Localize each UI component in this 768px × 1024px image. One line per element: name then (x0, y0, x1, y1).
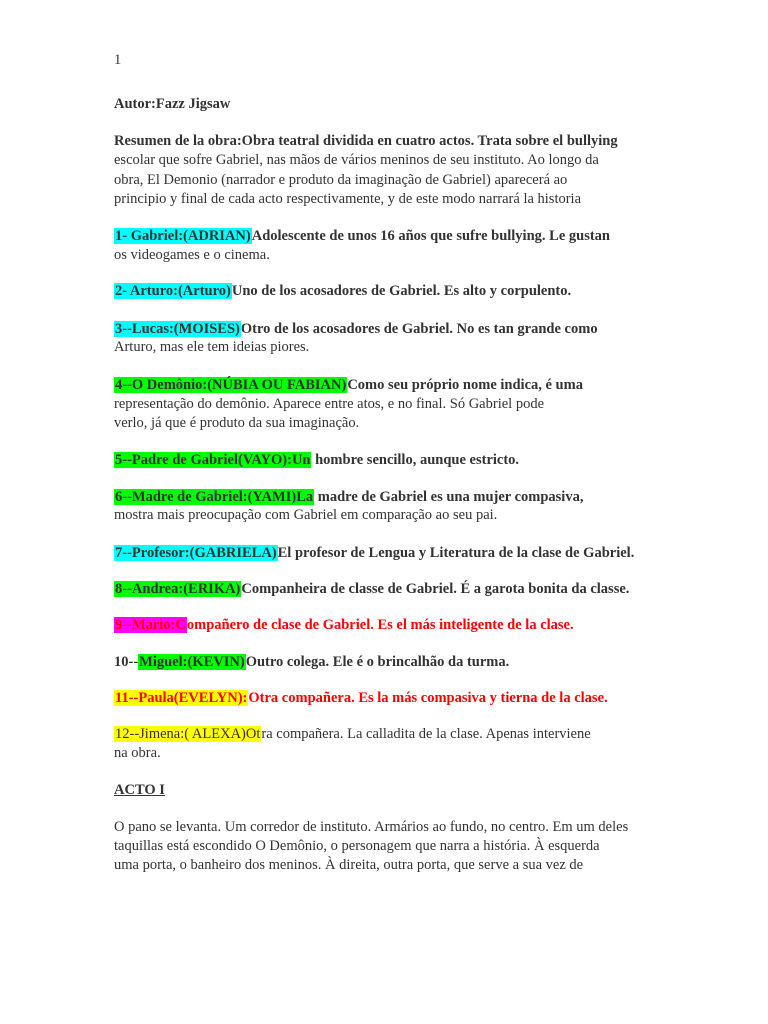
summary-line-4: principio y final de cada acto respectivamente, y de este modo narrará la historia (114, 191, 582, 207)
character-12-label: 12--Jimena:( ALEXA)Ot (115, 726, 261, 742)
character-11-label: 11--Paula(EVELYN): (115, 690, 248, 706)
character-1-label: 1- Gabriel:(ADRIAN) (115, 228, 251, 244)
summary-line-3: obra, El Demonio (narrador e produto da imaginação de Gabriel) aparecerá ao (114, 172, 568, 188)
character-2-label: 2- Arturo:(Arturo) (115, 283, 231, 299)
character-6-desc: madre de Gabriel es una mujer compasiva, (314, 489, 584, 505)
character-10-line (114, 653, 509, 671)
character-3-line (114, 320, 598, 338)
character-12-desc-2: na obra. (114, 745, 161, 761)
character-9-desc: ompañero de clase de Gabriel. Es el más inteligente de la clase. (186, 617, 574, 633)
character-10-prefix: 10-- (114, 654, 139, 670)
character-1-line (114, 227, 610, 245)
character-10-desc: Outro colega. Ele é o brincalhão da turma. (245, 654, 510, 670)
character-3-label: 3--Lucas:(MOISES) (115, 321, 240, 337)
character-2-desc: Uno de los acosadores de Gabriel. Es alto y corpulento. (231, 283, 572, 299)
character-4-desc-3: verlo, já que é produto da sua imaginação. (114, 415, 360, 431)
act-title: ACTO I (114, 782, 165, 798)
character-10-label: Miguel:(KEVIN) (139, 654, 245, 670)
character-7-line (114, 544, 634, 562)
page-number: 1 (114, 52, 122, 68)
character-7-label: 7--Profesor:(GABRIELA) (115, 545, 277, 561)
character-4-label: 4--O Demônio:(NÚBIA OU FABIAN) (115, 377, 347, 393)
character-12-desc: ra compañera. La calladita de la clase. Apenas interviene (261, 726, 591, 742)
character-6-label: 6--Madre de Gabriel:(YAMI)La (115, 489, 314, 505)
character-12-line (114, 725, 591, 743)
character-4-desc-2: representação do demônio. Aparece entre atos, e no final. Só Gabriel pode (114, 396, 545, 412)
character-11-line (114, 689, 608, 707)
character-11-desc: Otra compañera. Es la más compasiva y tierna de la clase. (248, 690, 608, 706)
character-2-line (114, 282, 571, 300)
character-4-desc: Como seu próprio nome indica, é uma (347, 377, 583, 393)
character-8-label: 8--Andrea:(ERIKA) (115, 581, 241, 597)
character-8-desc: Companheira de classe de Gabriel. É a garota bonita da classe. (241, 581, 630, 597)
character-6-line (114, 488, 583, 506)
author-line: Autor:Fazz Jigsaw (114, 96, 231, 112)
character-5-label: 5--Padre de Gabriel(VAYO):Un (115, 452, 311, 468)
character-9-line (114, 616, 574, 634)
character-5-line (114, 451, 519, 469)
character-9-label: 9--Mario:C (115, 617, 186, 633)
act-line-1: O pano se levanta. Um corredor de instituto. Armários ao fundo, no centro. Em um deles (114, 819, 629, 835)
character-1-desc-2: os videogames e o cinema. (114, 247, 270, 263)
act-line-2: taquillas está escondido O Demônio, o personagem que narra a história. À esquerda (114, 838, 600, 854)
character-6-desc-2: mostra mais preocupação com Gabriel em comparação ao seu pai. (114, 507, 498, 523)
character-1-desc: Adolescente de unos 16 años que sufre bullying. Le gustan (251, 228, 610, 244)
character-7-desc: El profesor de Lengua y Literatura de la clase de Gabriel. (277, 545, 635, 561)
character-4-line (114, 376, 583, 394)
character-5-desc: hombre sencillo, aunque estricto. (311, 452, 520, 468)
character-8-line (114, 580, 629, 598)
summary-line-1: Resumen de la obra:Obra teatral dividida en cuatro actos. Trata sobre el bullying (114, 133, 618, 149)
summary-line-2: escolar que sofre Gabriel, nas mãos de vários meninos de seu instituto. Ao longo da (114, 152, 599, 168)
act-line-3: uma porta, o banheiro dos meninos. À direita, outra porta, que serve a sua vez de (114, 857, 584, 873)
character-3-desc-2: Arturo, mas ele tem ideias piores. (114, 339, 310, 355)
character-3-desc: Otro de los acosadores de Gabriel. No es tan grande como (240, 321, 598, 337)
